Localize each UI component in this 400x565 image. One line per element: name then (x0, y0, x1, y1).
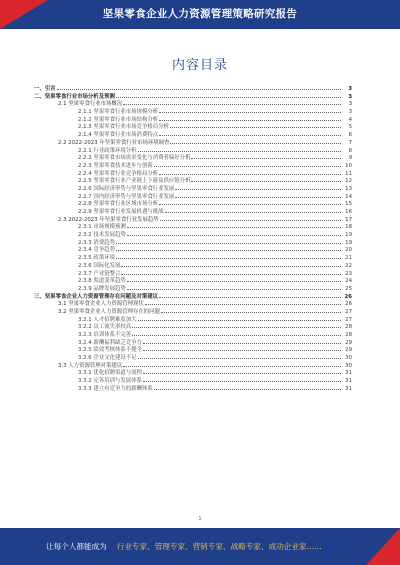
toc-entry-title: 3.2.5 绩效考核体系不健全 (78, 347, 142, 354)
toc-entry[interactable] (34, 199, 352, 207)
toc-entry[interactable] (34, 99, 352, 107)
toc-entry-page: 8 (348, 147, 352, 154)
toc-entry[interactable] (34, 161, 352, 169)
toc-leader-dots (161, 307, 341, 313)
toc-leader-dots (165, 207, 341, 213)
toc-leader-dots (138, 353, 341, 359)
toc-entry-page: 9 (348, 155, 352, 161)
toc-entry[interactable] (34, 107, 352, 115)
toc-entry-title: 3.2.1 人才招聘难度加大 (78, 316, 137, 323)
footer-red-accent (366, 528, 400, 565)
toc-entry-title: 2.3 2022-2023 年坚果零食行业发展趋势 (58, 216, 159, 223)
toc-entry-title: 三、坚果零食企业人力资源管理存在问题及对策建议 (34, 293, 158, 300)
toc-entry-title: 2.2.1 行业政策环境分析 (78, 147, 137, 154)
toc-entry[interactable] (34, 338, 352, 346)
toc-entry-title: 2.2.6 国际经济形势与坚果零食行业发展 (78, 185, 175, 192)
toc-entry-title: 3.3 人力资源管理对策建议 (58, 362, 123, 369)
toc-entry-title: 二、坚果零食行业市场分析及预测 (34, 93, 115, 100)
toc-entry[interactable] (34, 322, 352, 330)
toc-entry-title: 2.1.2 坚果零食行业市场结构分析 (78, 116, 159, 123)
toc-leader-dots (154, 384, 341, 390)
toc-entry-page: 16 (345, 209, 352, 215)
toc-entry[interactable] (34, 215, 352, 223)
toc-entry[interactable] (34, 261, 352, 269)
toc-entry-title: 2.2.4 坚果零食行业竞争格局分析 (78, 170, 159, 177)
toc-entry[interactable] (34, 330, 352, 338)
toc-entry-title: 2.2.8 坚果零食行业区域市场分析 (78, 201, 159, 207)
toc-leader-dots (159, 199, 341, 205)
toc-entry[interactable] (34, 222, 352, 230)
toc-entry-title: 3.3.3 建立有竞争力的薪酬体系 (78, 385, 153, 392)
toc-entry-page: 7 (348, 139, 352, 146)
toc-leader-dots (159, 292, 341, 298)
toc-leader-dots (159, 130, 341, 136)
toc-leader-dots (143, 338, 341, 344)
toc-entry-title: 2.3.5 政策环境 (78, 255, 115, 261)
toc-entry-page: 17 (345, 216, 352, 223)
toc-leader-dots (127, 222, 341, 228)
toc-entry-title: 2.3.1 市场规模预测 (78, 224, 126, 231)
toc-leader-dots (170, 138, 341, 144)
toc-entry-page: 23 (345, 270, 352, 277)
toc-entry[interactable] (34, 115, 352, 123)
toc-entry-page: 25 (345, 285, 352, 292)
toc-entry[interactable] (34, 92, 352, 100)
toc-entry[interactable] (34, 230, 352, 238)
toc-entry-title: 2.3.2 技术发展趋势 (78, 232, 126, 238)
toc-entry[interactable] (34, 130, 352, 138)
toc-leader-dots (145, 299, 341, 305)
toc-entry-page: 6 (348, 132, 352, 138)
toc-entry-title: 3.3.2 完善培训与发展体系 (78, 378, 142, 384)
footer-slogan-lead: 让每个人都能成为 (46, 542, 107, 551)
toc-entry[interactable] (34, 122, 352, 130)
toc-entry[interactable] (34, 245, 352, 253)
toc-leader-dots (123, 361, 341, 367)
toc-entry-title: 3.1 坚果零食企业人力资源管理现状 (58, 301, 144, 307)
report-title: 坚果零食企业人力资源管理策略研究报告 (102, 8, 298, 20)
toc-entry-page: 28 (345, 324, 352, 330)
toc-entry-title: 2.3.4 竞争趋势 (78, 247, 115, 254)
toc-entry-page: 28 (345, 332, 352, 338)
toc-leader-dots (127, 230, 341, 236)
toc-entry-title: 2.3.3 消费趋势 (78, 239, 115, 246)
toc-entry-title: 2.1.1 坚果零食行业市场规模分析 (78, 109, 159, 115)
toc-entry-page: 29 (345, 339, 352, 346)
toc-entry[interactable] (34, 299, 352, 307)
toc-entry-page: 13 (345, 185, 352, 192)
toc-leader-dots (127, 284, 341, 290)
toc-leader-dots (143, 345, 341, 351)
toc-leader-dots (170, 122, 341, 128)
footer-slogan-roles: 行业专家、管理专家、营销专家、战略专家、成功企业家…… (116, 542, 322, 551)
toc-entry-page: 12 (345, 178, 352, 184)
toc-entry-page: 30 (345, 362, 352, 369)
toc-leader-dots (159, 107, 341, 113)
toc-entry-title: 2.1.4 坚果零食行业市场消费特点 (78, 132, 159, 138)
toc-entry-title: 2.3.8 渠道变革趋势 (78, 278, 126, 284)
toc-entry-title: 2.2 2022-2023 年坚果零食行业市场环境调查 (58, 139, 170, 146)
toc-entry-title: 2.1.3 坚果零食行业市场竞争格局分析 (78, 124, 169, 131)
page-footer (0, 528, 400, 565)
toc-entry-page: 24 (345, 278, 352, 284)
toc-entry-title: 3.2.3 培训体系不完善 (78, 332, 132, 338)
toc-entry-page: 10 (345, 162, 352, 169)
toc-entry[interactable] (34, 207, 352, 215)
toc-leader-dots (116, 92, 341, 98)
toc-entry-title: 2.2.7 国内经济形势与坚果零食行业发展 (78, 193, 175, 200)
toc-leader-dots (175, 184, 341, 190)
toc-leader-dots (121, 269, 341, 275)
toc-entry-page: 15 (345, 201, 352, 207)
toc-entry[interactable] (34, 276, 352, 284)
toc-leader-dots (138, 146, 341, 152)
toc-leader-dots (191, 176, 341, 182)
toc-leader-dots (123, 99, 341, 105)
toc-entry[interactable] (34, 192, 352, 200)
toc-entry[interactable] (34, 84, 352, 92)
toc-entry-title: 3.2 坚果零食企业人力资源管理存在的问题 (58, 308, 160, 315)
toc-entry-page: 27 (345, 316, 352, 323)
page-header (0, 0, 400, 29)
toc-entry-page: 26 (344, 293, 352, 300)
toc-entry[interactable] (34, 176, 352, 184)
toc-leader-dots (143, 368, 341, 374)
toc-leader-dots (132, 330, 341, 336)
toc-entry-title: 2.2.3 坚果零食技术进步与创新 (78, 162, 153, 169)
toc-entry-page: 3 (348, 93, 352, 100)
toc-entry-page: 21 (345, 255, 352, 261)
toc-entry-page: 5 (348, 124, 352, 131)
toc-entry-page: 14 (345, 193, 352, 200)
toc-entry-title: 3.2.4 薪酬福利缺乏竞争力 (78, 339, 142, 346)
toc-leader-dots (160, 215, 341, 221)
toc-entry[interactable] (34, 384, 352, 392)
toc-leader-dots (127, 276, 341, 282)
toc-entry-page: 3 (348, 101, 352, 108)
table-of-contents (34, 84, 352, 392)
toc-entry[interactable] (34, 353, 352, 361)
toc-entry-title: 2.2.2 坚果零食市场需求变化与消费者偏好分析 (78, 155, 191, 161)
toc-entry-title: 2.2.9 坚果零食行业发展机遇与挑战 (78, 209, 164, 215)
toc-entry-title: 2.3.7 产业链整合 (78, 270, 121, 277)
toc-entry-title: 2.2.5 坚果零食行业产业链上下游及供应链分析 (78, 178, 191, 184)
page-number: 1 (198, 516, 202, 522)
toc-entry-page: 31 (345, 385, 352, 392)
toc-entry-title: 3.3.1 优化招聘渠道与流程 (78, 370, 142, 377)
toc-entry-title: 一、引言 (34, 86, 56, 92)
toc-entry-title: 3.2.6 企业文化建设不足 (78, 355, 137, 361)
toc-entry-page: 3 (348, 109, 352, 115)
toc-leader-dots (57, 84, 341, 90)
toc-entry[interactable] (34, 368, 352, 376)
toc-entry-page: 31 (345, 370, 352, 377)
toc-entry[interactable] (34, 169, 352, 177)
toc-entry-page: 18 (345, 224, 352, 231)
toc-entry-page: 11 (345, 170, 352, 177)
toc-entry[interactable] (34, 153, 352, 161)
toc-entry-title: 2.3.9 品牌发展趋势 (78, 285, 126, 292)
toc-leader-dots (138, 315, 341, 321)
toc-entry[interactable] (34, 292, 352, 300)
toc-entry[interactable] (34, 184, 352, 192)
toc-leader-dots (116, 245, 341, 251)
toc-entry-page: 4 (348, 116, 352, 123)
toc-leader-dots (175, 192, 341, 198)
toc-entry-page: 30 (345, 355, 352, 361)
toc-entry-page: 3 (348, 86, 352, 92)
toc-entry[interactable] (34, 146, 352, 154)
toc-leader-dots (159, 169, 341, 175)
toc-entry[interactable] (34, 238, 352, 246)
toc-leader-dots (191, 153, 341, 159)
toc-entry-title: 2.1 坚果零食行业市场概况 (58, 101, 123, 108)
footer-slogan (46, 528, 322, 565)
toc-entry[interactable] (34, 284, 352, 292)
toc-entry[interactable] (34, 361, 352, 369)
toc-entry-page: 22 (345, 262, 352, 269)
toc-leader-dots (154, 161, 341, 167)
toc-entry[interactable] (34, 376, 352, 384)
toc-heading: 内容目录 (171, 58, 228, 73)
toc-entry-page: 19 (345, 239, 352, 246)
toc-leader-dots (159, 115, 341, 121)
toc-leader-dots (116, 238, 341, 244)
toc-entry-page: 26 (345, 301, 352, 307)
toc-entry[interactable] (34, 345, 352, 353)
toc-entry-page: 27 (345, 308, 352, 315)
toc-entry-page: 31 (345, 378, 352, 384)
toc-entry[interactable] (34, 315, 352, 323)
toc-leader-dots (132, 322, 341, 328)
toc-entry[interactable] (34, 269, 352, 277)
toc-entry-page: 19 (345, 232, 352, 238)
toc-entry[interactable] (34, 307, 352, 315)
toc-entry-page: 20 (345, 247, 352, 254)
toc-entry[interactable] (34, 138, 352, 146)
toc-entry-title: 3.2.2 员工流失率较高 (78, 324, 132, 330)
toc-entry-page: 29 (345, 347, 352, 354)
toc-leader-dots (143, 376, 341, 382)
toc-entry[interactable] (34, 253, 352, 261)
toc-leader-dots (121, 261, 341, 267)
toc-entry-title: 2.3.6 国际化发展 (78, 262, 121, 269)
toc-leader-dots (116, 253, 341, 259)
